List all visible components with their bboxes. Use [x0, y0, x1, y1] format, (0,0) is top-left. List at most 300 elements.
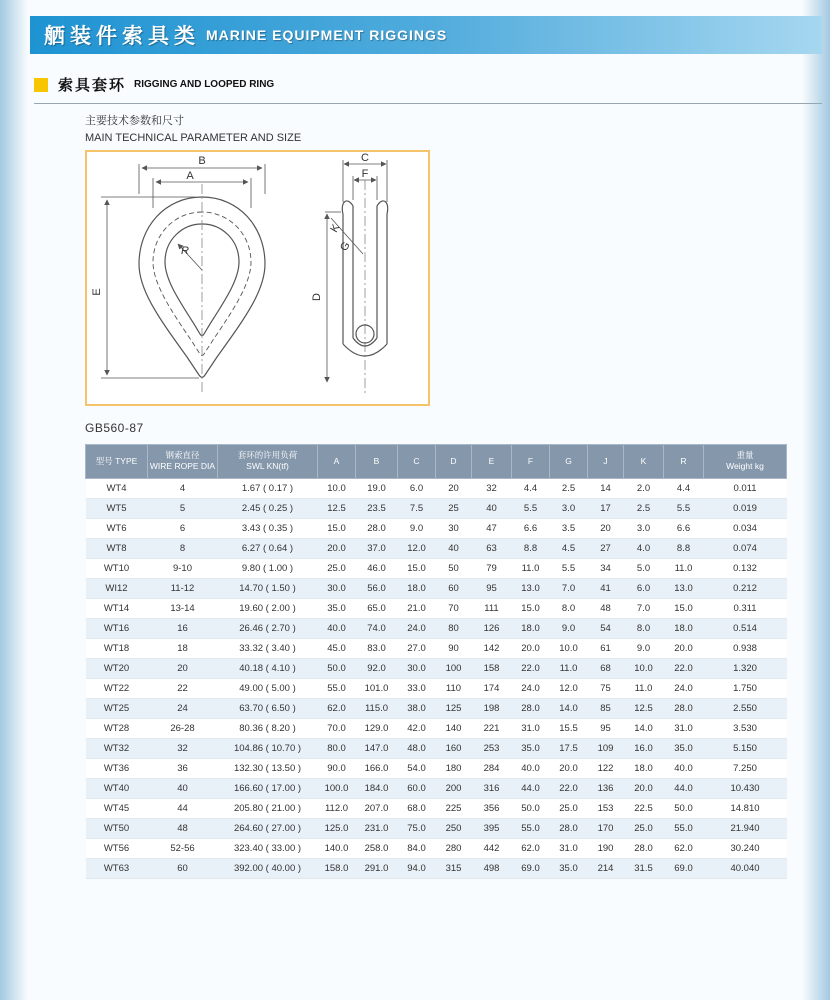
table-cell: 30.240	[704, 838, 787, 858]
table-cell: 63.70 ( 6.50 )	[218, 698, 318, 718]
table-row	[86, 698, 787, 718]
table-cell: 69.0	[664, 858, 704, 878]
table-cell: 0.011	[704, 478, 787, 498]
table-cell: 7.0	[550, 578, 588, 598]
table-cell: 21.940	[704, 818, 787, 838]
table-cell: 11.0	[664, 558, 704, 578]
table-cell: 1.67 ( 0.17 )	[218, 478, 318, 498]
yellow-bullet-icon	[34, 78, 48, 92]
table-cell: 14.0	[624, 718, 664, 738]
table-cell: 8	[148, 538, 218, 558]
table-cell: 13.0	[512, 578, 550, 598]
table-cell: 15.0	[512, 598, 550, 618]
table-cell: 10.0	[624, 658, 664, 678]
table-cell: WT36	[86, 758, 148, 778]
table-cell: 28.0	[356, 518, 398, 538]
table-cell: 2.550	[704, 698, 787, 718]
table-cell: 20	[588, 518, 624, 538]
diagram-box	[85, 150, 430, 406]
section-title-en: RIGGING AND LOOPED RING	[134, 79, 275, 90]
table-cell: 0.311	[704, 598, 787, 618]
table-cell: 80.36 ( 8.20 )	[218, 718, 318, 738]
table-cell: 2.45 ( 0.25 )	[218, 498, 318, 518]
table-cell: 2.5	[550, 478, 588, 498]
table-cell: 140.0	[318, 838, 356, 858]
table-cell: 356	[472, 798, 512, 818]
table-cell: 49.00 ( 5.00 )	[218, 678, 318, 698]
table-cell: 11.0	[512, 558, 550, 578]
table-cell: 13.0	[664, 578, 704, 598]
table-row	[86, 558, 787, 578]
table-cell: WT8	[86, 538, 148, 558]
table-cell: WI12	[86, 578, 148, 598]
table-row	[86, 538, 787, 558]
table-cell: 35.0	[664, 738, 704, 758]
table-cell: 20.0	[512, 638, 550, 658]
column-header: 套环的许用负荷 SWL KN(tf)	[218, 445, 318, 479]
table-cell: 0.074	[704, 538, 787, 558]
table-cell: 20.0	[664, 638, 704, 658]
table-cell: 24.0	[664, 678, 704, 698]
table-cell: WT45	[86, 798, 148, 818]
table-cell: 30	[436, 518, 472, 538]
table-cell: 23.5	[356, 498, 398, 518]
table-cell: 140	[436, 718, 472, 738]
table-cell: 4.5	[550, 538, 588, 558]
dim-label-e: E	[91, 288, 103, 296]
table-cell: 153	[588, 798, 624, 818]
table-cell: 5.150	[704, 738, 787, 758]
table-cell: 45.0	[318, 638, 356, 658]
table-cell: 60.0	[398, 778, 436, 798]
table-cell: WT10	[86, 558, 148, 578]
table-cell: 54.0	[398, 758, 436, 778]
table-cell: 18	[148, 638, 218, 658]
table-cell: 33.32 ( 3.40 )	[218, 638, 318, 658]
table-cell: 14.70 ( 1.50 )	[218, 578, 318, 598]
table-cell: 79	[472, 558, 512, 578]
table-cell: 8.0	[550, 598, 588, 618]
dim-label-b: B	[198, 155, 206, 167]
table-cell: WT4	[86, 478, 148, 498]
table-cell: 40.18 ( 4.10 )	[218, 658, 318, 678]
table-cell: 70	[436, 598, 472, 618]
table-cell: 100	[436, 658, 472, 678]
table-cell: 22.0	[550, 778, 588, 798]
table-cell: 5.5	[664, 498, 704, 518]
table-cell: 26-28	[148, 718, 218, 738]
column-header: G	[550, 445, 588, 479]
table-cell: 17.5	[550, 738, 588, 758]
table-cell: 315	[436, 858, 472, 878]
column-header: F	[512, 445, 550, 479]
table-cell: 54	[588, 618, 624, 638]
table-cell: WT16	[86, 618, 148, 638]
table-cell: 26.46 ( 2.70 )	[218, 618, 318, 638]
thimble-diagram	[87, 152, 428, 404]
table-row	[86, 618, 787, 638]
column-header: 型号 TYPE	[86, 445, 148, 479]
table-row	[86, 858, 787, 878]
table-cell: 30.0	[398, 658, 436, 678]
table-row	[86, 798, 787, 818]
intro-line-en: MAIN TECHNICAL PARAMETER AND SIZE	[85, 132, 302, 145]
table-cell: 9.80 ( 1.00 )	[218, 558, 318, 578]
table-cell: 14	[588, 478, 624, 498]
table-cell: 136	[588, 778, 624, 798]
table-row	[86, 598, 787, 618]
table-cell: 14.810	[704, 798, 787, 818]
table-cell: 27	[588, 538, 624, 558]
table-cell: 18.0	[664, 618, 704, 638]
intro-text	[85, 113, 301, 147]
table-cell: 48	[148, 818, 218, 838]
table-cell: 15.0	[398, 558, 436, 578]
table-cell: 25.0	[318, 558, 356, 578]
table-cell: 75.0	[398, 818, 436, 838]
table-cell: 44.0	[664, 778, 704, 798]
table-row	[86, 658, 787, 678]
table-cell: 74.0	[356, 618, 398, 638]
column-header: B	[356, 445, 398, 479]
table-cell: 132.30 ( 13.50 )	[218, 758, 318, 778]
table-cell: 115.0	[356, 698, 398, 718]
table-cell: 36	[148, 758, 218, 778]
table-cell: 174	[472, 678, 512, 698]
table-cell: 84.0	[398, 838, 436, 858]
table-cell: 3.530	[704, 718, 787, 738]
table-cell: 34	[588, 558, 624, 578]
table-cell: 17	[588, 498, 624, 518]
table-cell: 70.0	[318, 718, 356, 738]
dim-label-g: G	[338, 239, 353, 254]
table-cell: 112.0	[318, 798, 356, 818]
table-row	[86, 678, 787, 698]
table-cell: 160	[436, 738, 472, 758]
table-cell: 4.4	[512, 478, 550, 498]
table-cell: 24.0	[398, 618, 436, 638]
table-cell: 11-12	[148, 578, 218, 598]
table-cell: 31.0	[550, 838, 588, 858]
column-header: K	[624, 445, 664, 479]
column-header: E	[472, 445, 512, 479]
table-cell: 62.0	[318, 698, 356, 718]
table-cell: 19.60 ( 2.00 )	[218, 598, 318, 618]
right-edge-gradient	[802, 0, 830, 1000]
table-cell: 7.250	[704, 758, 787, 778]
table-cell: 9.0	[550, 618, 588, 638]
table-cell: 8.8	[512, 538, 550, 558]
table-cell: 158.0	[318, 858, 356, 878]
table-cell: 22.0	[664, 658, 704, 678]
table-cell: 6.0	[398, 478, 436, 498]
table-row	[86, 518, 787, 538]
table-cell: WT18	[86, 638, 148, 658]
table-cell: 101.0	[356, 678, 398, 698]
table-cell: 28.0	[512, 698, 550, 718]
table-row	[86, 718, 787, 738]
spec-table	[85, 444, 787, 879]
table-cell: 109	[588, 738, 624, 758]
dim-label-c: C	[361, 152, 369, 164]
table-cell: 122	[588, 758, 624, 778]
table-cell: 22	[148, 678, 218, 698]
table-row	[86, 578, 787, 598]
table-cell: 166.60 ( 17.00 )	[218, 778, 318, 798]
intro-line-cn: 主要技术参数和尺寸	[85, 115, 184, 127]
table-row	[86, 478, 787, 498]
table-cell: 9-10	[148, 558, 218, 578]
table-cell: 35.0	[550, 858, 588, 878]
table-cell: 30.0	[318, 578, 356, 598]
table-cell: 40.0	[512, 758, 550, 778]
table-cell: 6.27 ( 0.64 )	[218, 538, 318, 558]
table-cell: 225	[436, 798, 472, 818]
table-cell: 6.6	[664, 518, 704, 538]
page-banner	[30, 16, 822, 54]
table-cell: 80	[436, 618, 472, 638]
table-cell: 18.0	[398, 578, 436, 598]
table-cell: 0.514	[704, 618, 787, 638]
table-cell: 7.5	[398, 498, 436, 518]
table-cell: 280	[436, 838, 472, 858]
table-cell: 129.0	[356, 718, 398, 738]
column-header: 钢索直径 WIRE ROPE DIA	[148, 445, 218, 479]
table-cell: 200	[436, 778, 472, 798]
column-header: R	[664, 445, 704, 479]
table-cell: WT22	[86, 678, 148, 698]
table-cell: WT50	[86, 818, 148, 838]
table-cell: 16	[148, 618, 218, 638]
table-cell: 11.0	[624, 678, 664, 698]
column-header: J	[588, 445, 624, 479]
table-cell: 1.750	[704, 678, 787, 698]
table-cell: WT28	[86, 718, 148, 738]
table-cell: 22.5	[624, 798, 664, 818]
table-cell: 40.040	[704, 858, 787, 878]
table-cell: 13-14	[148, 598, 218, 618]
spec-table-body	[86, 478, 787, 878]
table-cell: 68.0	[398, 798, 436, 818]
table-cell: 20	[148, 658, 218, 678]
table-cell: WT40	[86, 778, 148, 798]
table-cell: 15.0	[664, 598, 704, 618]
table-cell: 1.320	[704, 658, 787, 678]
table-cell: 4.0	[624, 538, 664, 558]
table-cell: 31.5	[624, 858, 664, 878]
section-title-cn: 索具套环	[58, 77, 127, 94]
table-cell: 253	[472, 738, 512, 758]
table-cell: 35.0	[318, 598, 356, 618]
table-cell: 2.0	[624, 478, 664, 498]
table-row	[86, 758, 787, 778]
table-cell: 12.5	[624, 698, 664, 718]
table-cell: 90	[436, 638, 472, 658]
table-row	[86, 778, 787, 798]
table-cell: 5	[148, 498, 218, 518]
table-cell: 31.0	[664, 718, 704, 738]
table-cell: 18.0	[624, 758, 664, 778]
table-cell: 15.5	[550, 718, 588, 738]
table-cell: 28.0	[664, 698, 704, 718]
table-row	[86, 498, 787, 518]
table-cell: 14.0	[550, 698, 588, 718]
table-cell: 250	[436, 818, 472, 838]
table-cell: 15.0	[318, 518, 356, 538]
table-cell: 166.0	[356, 758, 398, 778]
table-cell: 28.0	[550, 818, 588, 838]
table-cell: 10.0	[550, 638, 588, 658]
table-cell: 184.0	[356, 778, 398, 798]
table-cell: 0.132	[704, 558, 787, 578]
table-cell: 16.0	[624, 738, 664, 758]
table-cell: 180	[436, 758, 472, 778]
spec-table-wrap	[85, 444, 787, 879]
table-cell: 32	[148, 738, 218, 758]
dim-label-f: F	[361, 168, 369, 180]
table-cell: 69.0	[512, 858, 550, 878]
table-cell: 3.5	[550, 518, 588, 538]
spec-table-header-row	[86, 445, 787, 479]
dim-label-r: R	[181, 245, 189, 257]
table-cell: 8.0	[624, 618, 664, 638]
table-cell: 47	[472, 518, 512, 538]
table-cell: 40	[436, 538, 472, 558]
table-cell: 142	[472, 638, 512, 658]
table-cell: 264.60 ( 27.00 )	[218, 818, 318, 838]
table-cell: 221	[472, 718, 512, 738]
table-cell: 4	[148, 478, 218, 498]
table-cell: 60	[436, 578, 472, 598]
table-cell: 110	[436, 678, 472, 698]
table-cell: 24.0	[512, 678, 550, 698]
table-cell: 12.5	[318, 498, 356, 518]
table-cell: 65.0	[356, 598, 398, 618]
table-cell: 41	[588, 578, 624, 598]
table-cell: 40	[472, 498, 512, 518]
table-cell: 5.5	[550, 558, 588, 578]
table-cell: 48.0	[398, 738, 436, 758]
table-cell: 38.0	[398, 698, 436, 718]
table-cell: 323.40 ( 33.00 )	[218, 838, 318, 858]
table-cell: 125	[436, 698, 472, 718]
table-cell: 0.938	[704, 638, 787, 658]
table-cell: 21.0	[398, 598, 436, 618]
table-cell: 61	[588, 638, 624, 658]
table-cell: 6.6	[512, 518, 550, 538]
table-cell: 5.5	[512, 498, 550, 518]
table-cell: 68	[588, 658, 624, 678]
table-cell: 25.0	[550, 798, 588, 818]
table-cell: 44.0	[512, 778, 550, 798]
table-cell: 2.5	[624, 498, 664, 518]
table-cell: 90.0	[318, 758, 356, 778]
table-cell: 395	[472, 818, 512, 838]
column-header: 重量 Weight kg	[704, 445, 787, 479]
dim-label-a: A	[186, 170, 194, 182]
table-cell: 258.0	[356, 838, 398, 858]
table-cell: 9.0	[398, 518, 436, 538]
table-cell: 7.0	[624, 598, 664, 618]
table-cell: 20.0	[318, 538, 356, 558]
table-cell: 125.0	[318, 818, 356, 838]
table-cell: 12.0	[398, 538, 436, 558]
table-cell: 5.0	[624, 558, 664, 578]
table-cell: 32	[472, 478, 512, 498]
table-cell: 44	[148, 798, 218, 818]
table-cell: WT25	[86, 698, 148, 718]
table-cell: 94.0	[398, 858, 436, 878]
table-cell: 170	[588, 818, 624, 838]
table-cell: 3.0	[550, 498, 588, 518]
table-cell: 19.0	[356, 478, 398, 498]
column-header: D	[436, 445, 472, 479]
table-cell: 0.212	[704, 578, 787, 598]
table-cell: 3.0	[624, 518, 664, 538]
dim-label-d: D	[311, 293, 323, 301]
table-cell: 55.0	[664, 818, 704, 838]
table-cell: 95	[472, 578, 512, 598]
table-cell: 190	[588, 838, 624, 858]
table-cell: 25	[436, 498, 472, 518]
table-cell: WT56	[86, 838, 148, 858]
table-cell: 284	[472, 758, 512, 778]
table-cell: 147.0	[356, 738, 398, 758]
table-cell: 205.80 ( 21.00 )	[218, 798, 318, 818]
table-row	[86, 818, 787, 838]
table-cell: 25.0	[624, 818, 664, 838]
table-cell: 37.0	[356, 538, 398, 558]
table-cell: 50	[436, 558, 472, 578]
table-cell: 498	[472, 858, 512, 878]
table-cell: 22.0	[512, 658, 550, 678]
table-cell: 80.0	[318, 738, 356, 758]
table-cell: 33.0	[398, 678, 436, 698]
table-cell: 31.0	[512, 718, 550, 738]
table-cell: 104.86 ( 10.70 )	[218, 738, 318, 758]
table-cell: 50.0	[512, 798, 550, 818]
table-cell: WT63	[86, 858, 148, 878]
table-cell: 52-56	[148, 838, 218, 858]
table-cell: 46.0	[356, 558, 398, 578]
table-cell: 85	[588, 698, 624, 718]
table-cell: 40.0	[664, 758, 704, 778]
left-edge-gradient	[0, 0, 28, 1000]
table-cell: 55.0	[318, 678, 356, 698]
table-row	[86, 638, 787, 658]
table-row	[86, 738, 787, 758]
table-cell: 95	[588, 718, 624, 738]
table-cell: 40	[148, 778, 218, 798]
table-cell: 291.0	[356, 858, 398, 878]
table-cell: 48	[588, 598, 624, 618]
table-cell: 0.019	[704, 498, 787, 518]
table-cell: 20	[436, 478, 472, 498]
table-cell: 63	[472, 538, 512, 558]
table-cell: 442	[472, 838, 512, 858]
table-cell: WT20	[86, 658, 148, 678]
table-cell: 35.0	[512, 738, 550, 758]
section-heading	[34, 74, 822, 104]
table-cell: 12.0	[550, 678, 588, 698]
standard-code: GB560-87	[85, 421, 144, 435]
table-cell: WT6	[86, 518, 148, 538]
table-cell: 6	[148, 518, 218, 538]
table-cell: 11.0	[550, 658, 588, 678]
table-cell: 62.0	[664, 838, 704, 858]
table-cell: 60	[148, 858, 218, 878]
table-cell: 4.4	[664, 478, 704, 498]
